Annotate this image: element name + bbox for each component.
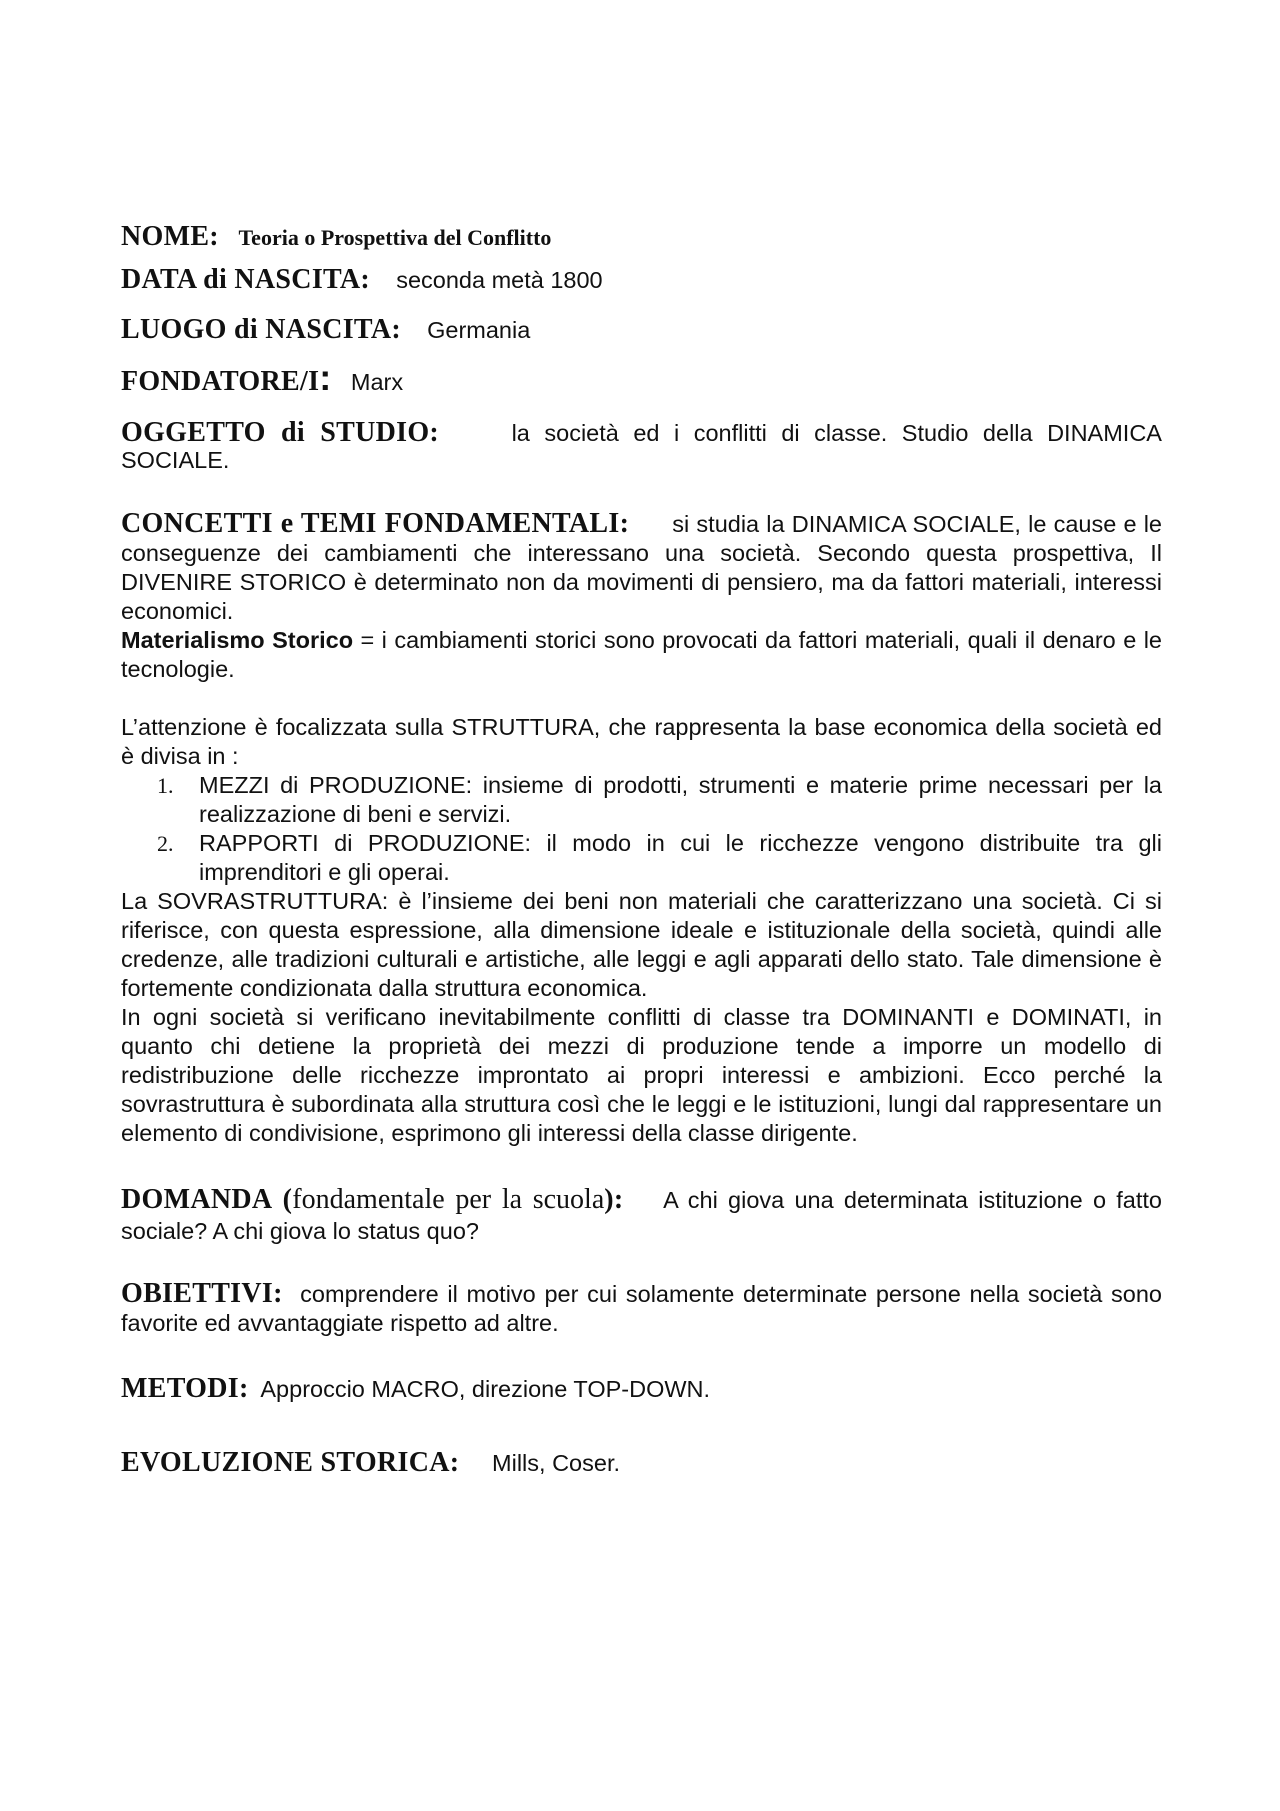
fondatore-row bbox=[121, 357, 1162, 399]
fondatore-value: Marx bbox=[350, 369, 404, 395]
struttura-list bbox=[121, 771, 1162, 887]
oggetto-label: OGGETTO di STUDIO: bbox=[121, 417, 440, 448]
list-item-number: 1. bbox=[157, 773, 174, 798]
luogo-nascita-label: LUOGO di NASCITA: bbox=[121, 314, 401, 345]
obiettivi-label: OBIETTIVI: bbox=[121, 1278, 283, 1309]
concetti-text: si studia la DINAMICA SOCIALE, le cause e le conseguenze dei cambiamenti che interessano una società. Secondo questa prospettiva, Il DIVENIRE STORICO è determinato non da movimenti di pensiero, ma da fattori materiali, interessi economici. bbox=[121, 511, 1163, 624]
data-nascita-value: seconda metà 1800 bbox=[396, 267, 603, 293]
obiettivi-paragraph bbox=[121, 1279, 1162, 1338]
metodi-label: METODI: bbox=[121, 1373, 249, 1404]
fondatore-colon: : bbox=[319, 357, 332, 398]
nome-label: NOME: bbox=[121, 221, 219, 252]
evoluzione-row bbox=[121, 1448, 1162, 1478]
oggetto-section bbox=[121, 417, 1162, 475]
list-item-number: 2. bbox=[157, 831, 174, 856]
domanda-paren-open: ( bbox=[282, 1184, 293, 1215]
fondatore-label: FONDATORE/I bbox=[121, 366, 320, 397]
concetti-label: CONCETTI e TEMI FONDAMENTALI: bbox=[121, 508, 630, 539]
metodi-text: Approccio MACRO, direzione TOP-DOWN. bbox=[260, 1376, 711, 1402]
nome-row bbox=[121, 222, 1162, 253]
domanda-note: fondamentale per la scuola bbox=[292, 1184, 605, 1215]
conflitti-paragraph: In ogni società si verificano inevitabilmente conflitti di classe tra DOMINANTI e DOMINATI, in quanto chi detiene la proprietà dei mezzi di produzione tende a imporre un modello di redistribuzione delle ricchezze improntato ai propri interessi e ambizioni. Ecco perché la sovrastruttura è subordinata alla struttura così che le leggi e le istituzioni, lungi dal rappresentare un elemento di condivisione, esprimono gli interessi della classe dirigente. bbox=[121, 1004, 1162, 1146]
list-item bbox=[121, 829, 1162, 887]
oggetto-row bbox=[121, 417, 1162, 449]
domanda-paren-close: ): bbox=[604, 1184, 624, 1215]
list-item bbox=[121, 771, 1162, 829]
sovrastruttura-paragraph: La SOVRASTRUTTURA: è l’insieme dei beni non materiali che caratterizzano una società. Ci si riferisce, con questa espressione, alla dimensione ideale e istituzionale della società, quindi alle credenze, alle tradizioni culturali e artistiche, alle leggi e agli apparati dello stato. Tale dimensione è fortemente condizionata dalla struttura economica. bbox=[121, 888, 1162, 1001]
obiettivi-text: comprendere il motivo per cui solamente determinate persone nella società sono favorite ed avvantaggiate rispetto ad altre. bbox=[121, 1281, 1163, 1336]
evoluzione-text: Mills, Coser. bbox=[492, 1450, 620, 1476]
luogo-nascita-row bbox=[121, 315, 1162, 345]
data-nascita-label: DATA di NASCITA: bbox=[121, 264, 371, 295]
oggetto-text-line1: la società ed i conflitti di classe. Studio della DINAMICA bbox=[511, 420, 1162, 446]
list-item-text: RAPPORTI di PRODUZIONE: il modo in cui le ricchezze vengono distribuite tra gli imprenditori e gli operai. bbox=[199, 830, 1162, 885]
concetti-paragraph bbox=[121, 509, 1162, 626]
evoluzione-label: EVOLUZIONE STORICA: bbox=[121, 1447, 460, 1478]
materialismo-paragraph bbox=[121, 626, 1162, 684]
oggetto-text-line2: SOCIALE. bbox=[121, 447, 230, 473]
data-nascita-row bbox=[121, 265, 1162, 295]
domanda-paragraph bbox=[121, 1184, 1162, 1247]
materialismo-label: Materialismo Storico bbox=[121, 627, 354, 653]
concetti-section bbox=[121, 509, 1162, 1148]
domanda-label: DOMANDA bbox=[121, 1184, 273, 1215]
luogo-nascita-value: Germania bbox=[427, 317, 531, 343]
domanda-text: A chi giova una determinata istituzione o fatto sociale? A chi giova lo status quo? bbox=[121, 1187, 1162, 1244]
nome-value: Teoria o Prospettiva del Conflitto bbox=[238, 225, 552, 250]
struttura-paragraph: L’attenzione è focalizzata sulla STRUTTURA, che rappresenta la base economica della società ed è divisa in : bbox=[121, 714, 1162, 769]
metodi-row bbox=[121, 1374, 1162, 1404]
list-item-text: MEZZI di PRODUZIONE: insieme di prodotti, strumenti e materie prime necessari per la realizzazione di beni e servizi. bbox=[199, 772, 1162, 827]
materialismo-text: = i cambiamenti storici sono provocati da fattori materiali, quali il denaro e le tecnologie. bbox=[121, 627, 1162, 682]
document-page bbox=[121, 222, 1162, 1478]
